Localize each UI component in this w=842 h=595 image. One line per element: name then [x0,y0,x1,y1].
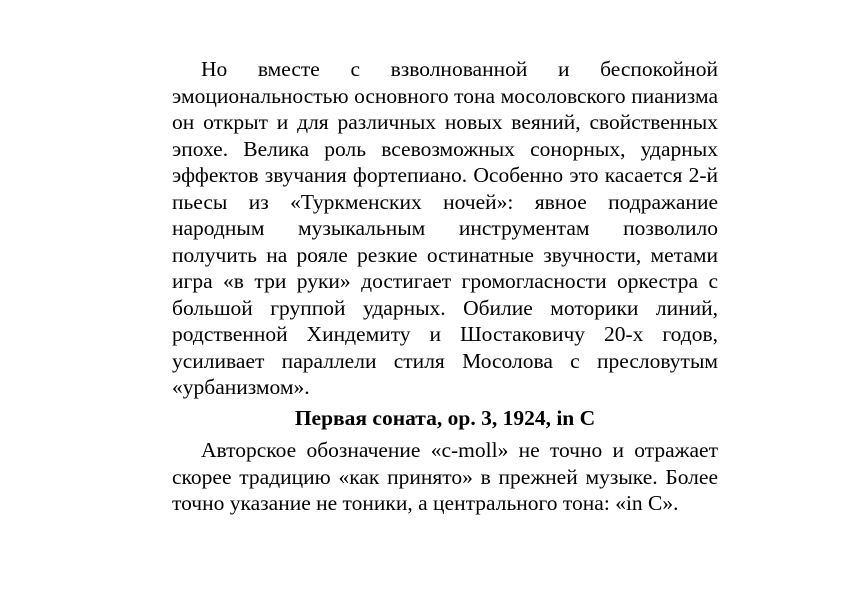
document-page [172,56,718,517]
body-paragraph: Авторское обозначение «c-moll» не точно и отражает скорее традицию «как принято» в прежней музыке. Более точно указание не тоники, а центрального тона: «in C». [172,438,718,515]
section-heading: Первая соната, ор. 3, 1924, in C [294,405,596,430]
body-paragraph: Но вместе с взволнованной и беспокойной эмоциональностью основного тона мосоловского пианизма он открыт и для различных новых веяний, свойственных эпохе. Велика роль всевозможных сонорных, ударных эффектов звучания фортепиано. Особенно это касается 2-й пьесы из «Туркменских ночей»: явное подражание народным музыкальным инструментам позволило получить на рояле резкие остинатные звучности, метами игра «в три руки» достигает громогласности оркестра с большой группой ударных. Обилие моторики линий, родственной Хиндемиту и Шостаковичу 20-х годов, усиливает параллели стиля Мосолова с пресловутым «урбанизмом». [172,57,718,399]
